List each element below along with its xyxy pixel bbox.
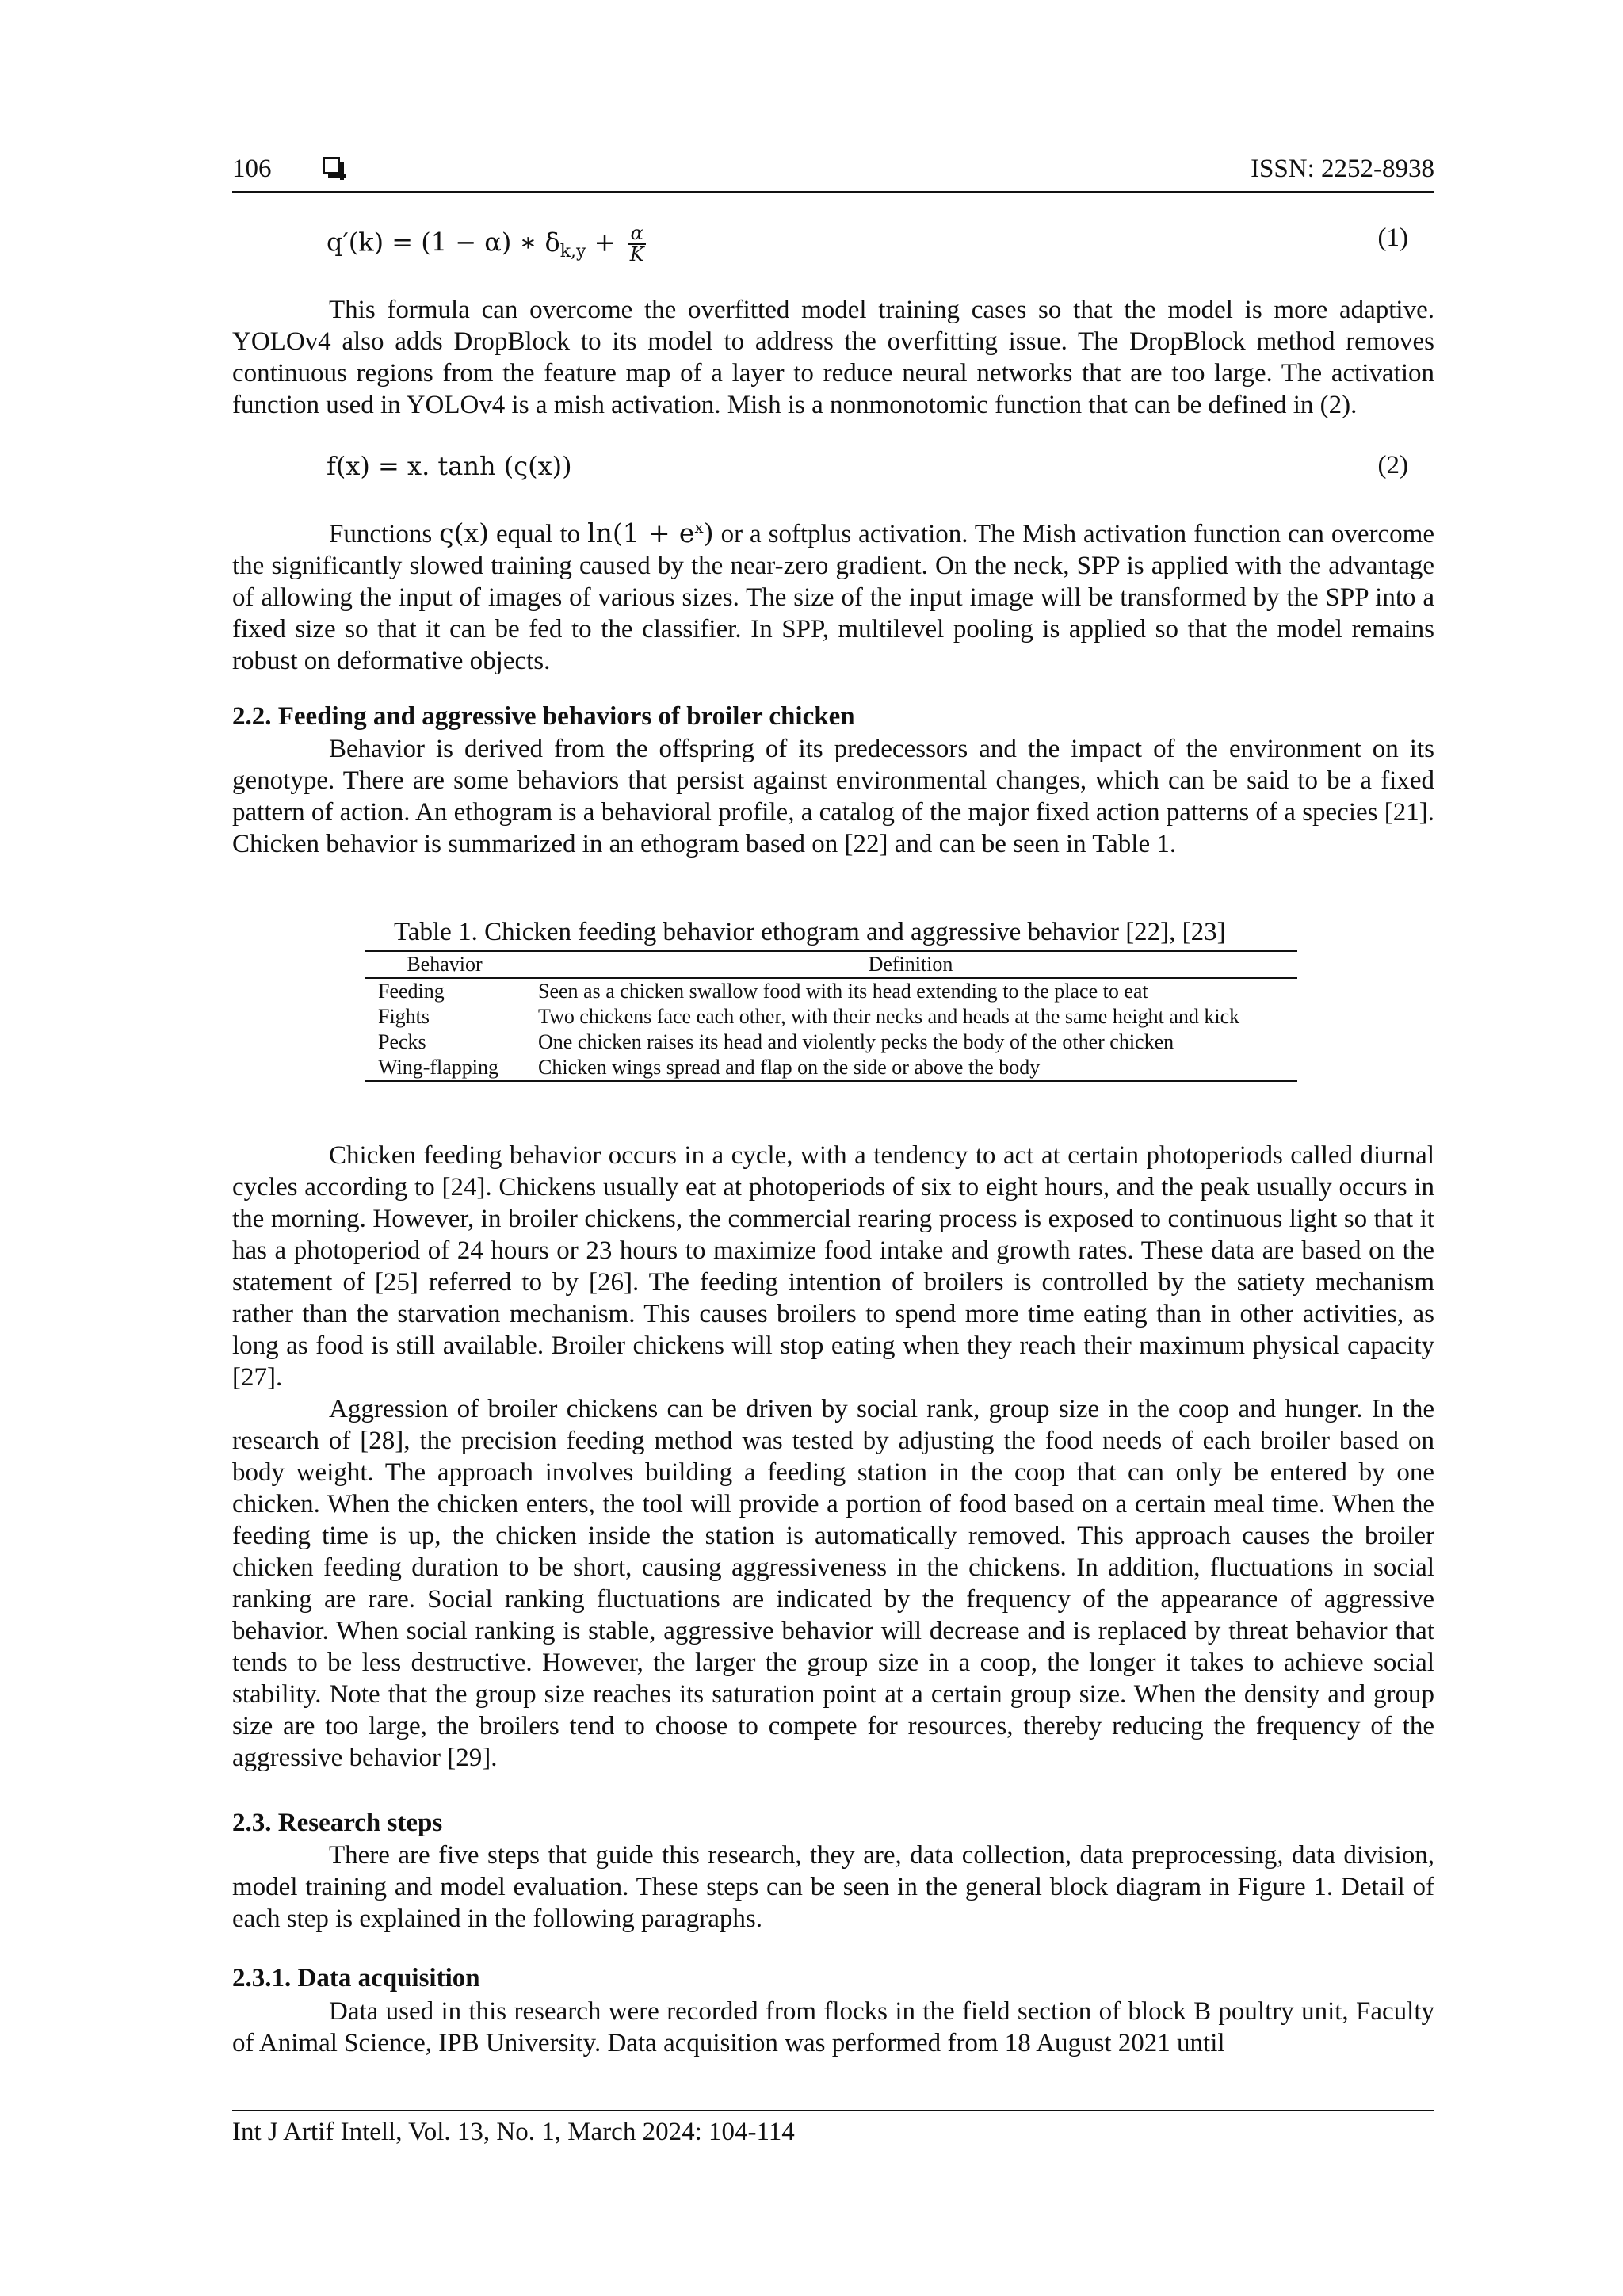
table-header-row	[365, 951, 1297, 978]
paragraph-feeding-cycle: Chicken feeding behavior occurs in a cycle, with a tendency to act at certain photoperiods called diurnal cycles according to [24]. Chickens usually eat at photoperiods of six to eight hours, and the peak usually occurs in the morning. However, in broiler chickens, the commercial rearing process is exposed to continuous light so that it has a photoperiod of 24 hours or 23 hours to maximize food intake and growth rates. These data are based on the statement of [25] referred to by [26]. The feeding intention of broilers is controlled by the satiety mechanism rather than the starvation mechanism. This causes broilers to spend more time eating than in other activities, as long as food is still available. Broiler chickens will stop eating when they reach their maximum physical capacity [27].	[232, 1141, 1434, 1392]
fraction-numerator: α	[628, 223, 646, 245]
equation-1-plus: +	[594, 227, 616, 258]
equation-1-number: (1)	[1377, 223, 1408, 252]
equation-1-subscript: k,y	[559, 242, 586, 262]
definition-cell: Chicken wings spread and flap on the side or above the body	[524, 1055, 1297, 1081]
page-number: 106	[232, 155, 272, 183]
behavior-cell: Feeding	[378, 980, 445, 1003]
section-2-3-1-heading: 2.3.1. Data acquisition	[232, 1964, 480, 1992]
header-behavior: Behavior	[365, 951, 524, 978]
equation-2-number: (2)	[1377, 451, 1408, 479]
section-2-3-heading: 2.3. Research steps	[232, 1809, 443, 1837]
paragraph-mish-spp: Functions ς(x) equal to $\ln(1 + e^x)$ or a softplus activation. The Mish activation function can overcome the significantly slowed training caused by the near-zero gradient. On the neck, SPP is applied with the advantage of allowing the input of images of various sizes. The size of the input image will be transformed by the SPP into a fixed size so that it can be fed to the classifier. In SPP, multilevel pooling is applied so that the model remains robust on deformative objects.	[232, 518, 1434, 675]
header-definition: Definition	[524, 951, 1297, 978]
definition-cell: Seen as a chicken swallow food with its head extending to the place to eat	[538, 980, 1148, 1003]
paragraph-yolov4-dropblock: This formula can overcome the overfitted model training cases so that the model is more adaptive. YOLOv4 also adds DropBlock to its model to address the overfitting issue. The DropBlock method removes continuous regions from the feature map of a layer to reduce neural networks that are too large. The activation function used in YOLOv4 is a mish activation. Mish is a nonmonotomic function that can be defined in (2).	[232, 296, 1434, 419]
equation-2	[327, 451, 1408, 481]
fraction-denominator: K	[629, 243, 644, 266]
definition-cell: One chicken raises its head and violently pecks the body of the other chicken	[538, 1030, 1174, 1053]
equation-1	[327, 222, 1408, 266]
table-row	[365, 978, 1297, 1004]
paragraph-data-acquisition: Data used in this research were recorded from flocks in the field section of block B poultry unit, Faculty of Animal Science, IPB University. Data acquisition was performed from 18 August 2021 until	[232, 1997, 1434, 2057]
paragraph-research-steps: There are five steps that guide this research, they are, data collection, data preprocessing, data division, model training and model evaluation. These steps can be seen in the general block diagram in Figure 1. Detail of each step is explained in the following paragraphs.	[232, 1841, 1434, 1933]
paragraph-behavior-ethogram: Behavior is derived from the offspring of its predecessors and the impact of the environment on its genotype. There are some behaviors that persist against environmental changes, which can be said to be a fixed pattern of action. An ethogram is a behavioral profile, a catalog of the major fixed action patterns of a species [21]. Chicken behavior is summarized in an ethogram based on [22] and can be seen in Table 1.	[232, 735, 1434, 858]
table-1-ethogram	[365, 950, 1297, 1082]
checkbox-square-icon	[323, 157, 340, 174]
paragraph-aggression: Aggression of broiler chickens can be driven by social rank, group size in the coop and hunger. In the research of [28], the precision feeding method was tested by adjusting the food needs of each broiler based on body weight. The approach involves building a feeding station in the coop that can only be entered by one chicken. When the chicken enters, the tool will provide a portion of food based on a certain meal time. When the feeding time is up, the chicken inside the station is automatically removed. This approach causes the broiler chicken feeding duration to be short, causing aggressiveness in the chickens. In addition, fluctuations in social ranking are rare. Social ranking fluctuations are indicated by the frequency of the appearance of aggressive behavior. When social ranking is stable, aggressive behavior will decrease and is replaced by threat behavior that tends to be less destructive. However, the larger the group size in a coop, the longer it takes to achieve social stability. Note that the group size reaches its saturation point at a certain group size. When the density and group size are too large, the broilers tend to choose to compete for resources, thereby reducing the frequency of the aggressive behavior [29].	[232, 1395, 1434, 1772]
table-row	[365, 1030, 1297, 1055]
behavior-cell: Wing-flapping	[365, 1055, 524, 1081]
table-row	[365, 1004, 1297, 1030]
table-row	[365, 1055, 1297, 1081]
definition-cell: Two chickens face each other, with their necks and heads at the same height and kick	[538, 1005, 1240, 1028]
behavior-cell: Pecks	[378, 1030, 426, 1053]
section-2-2-heading: 2.2. Feeding and aggressive behaviors of broiler chicken	[232, 702, 855, 731]
issn-label: ISSN: 2252-8938	[1251, 155, 1434, 183]
equation-2-text: f(x) = x. tanh (ς(x))	[327, 451, 572, 481]
equation-1-lhs: q′(k) = (1 − α) ∗ δ	[327, 227, 560, 258]
page-footer: Int J Artif Intell, Vol. 13, No. 1, March 2024: 104-114	[232, 2110, 1434, 2147]
equation-1-fraction	[628, 223, 646, 265]
behavior-cell: Fights	[378, 1005, 430, 1028]
table-1-caption: Table 1. Chicken feeding behavior ethogram and aggressive behavior [22], [23]	[394, 918, 1226, 946]
page-header	[232, 155, 1434, 193]
